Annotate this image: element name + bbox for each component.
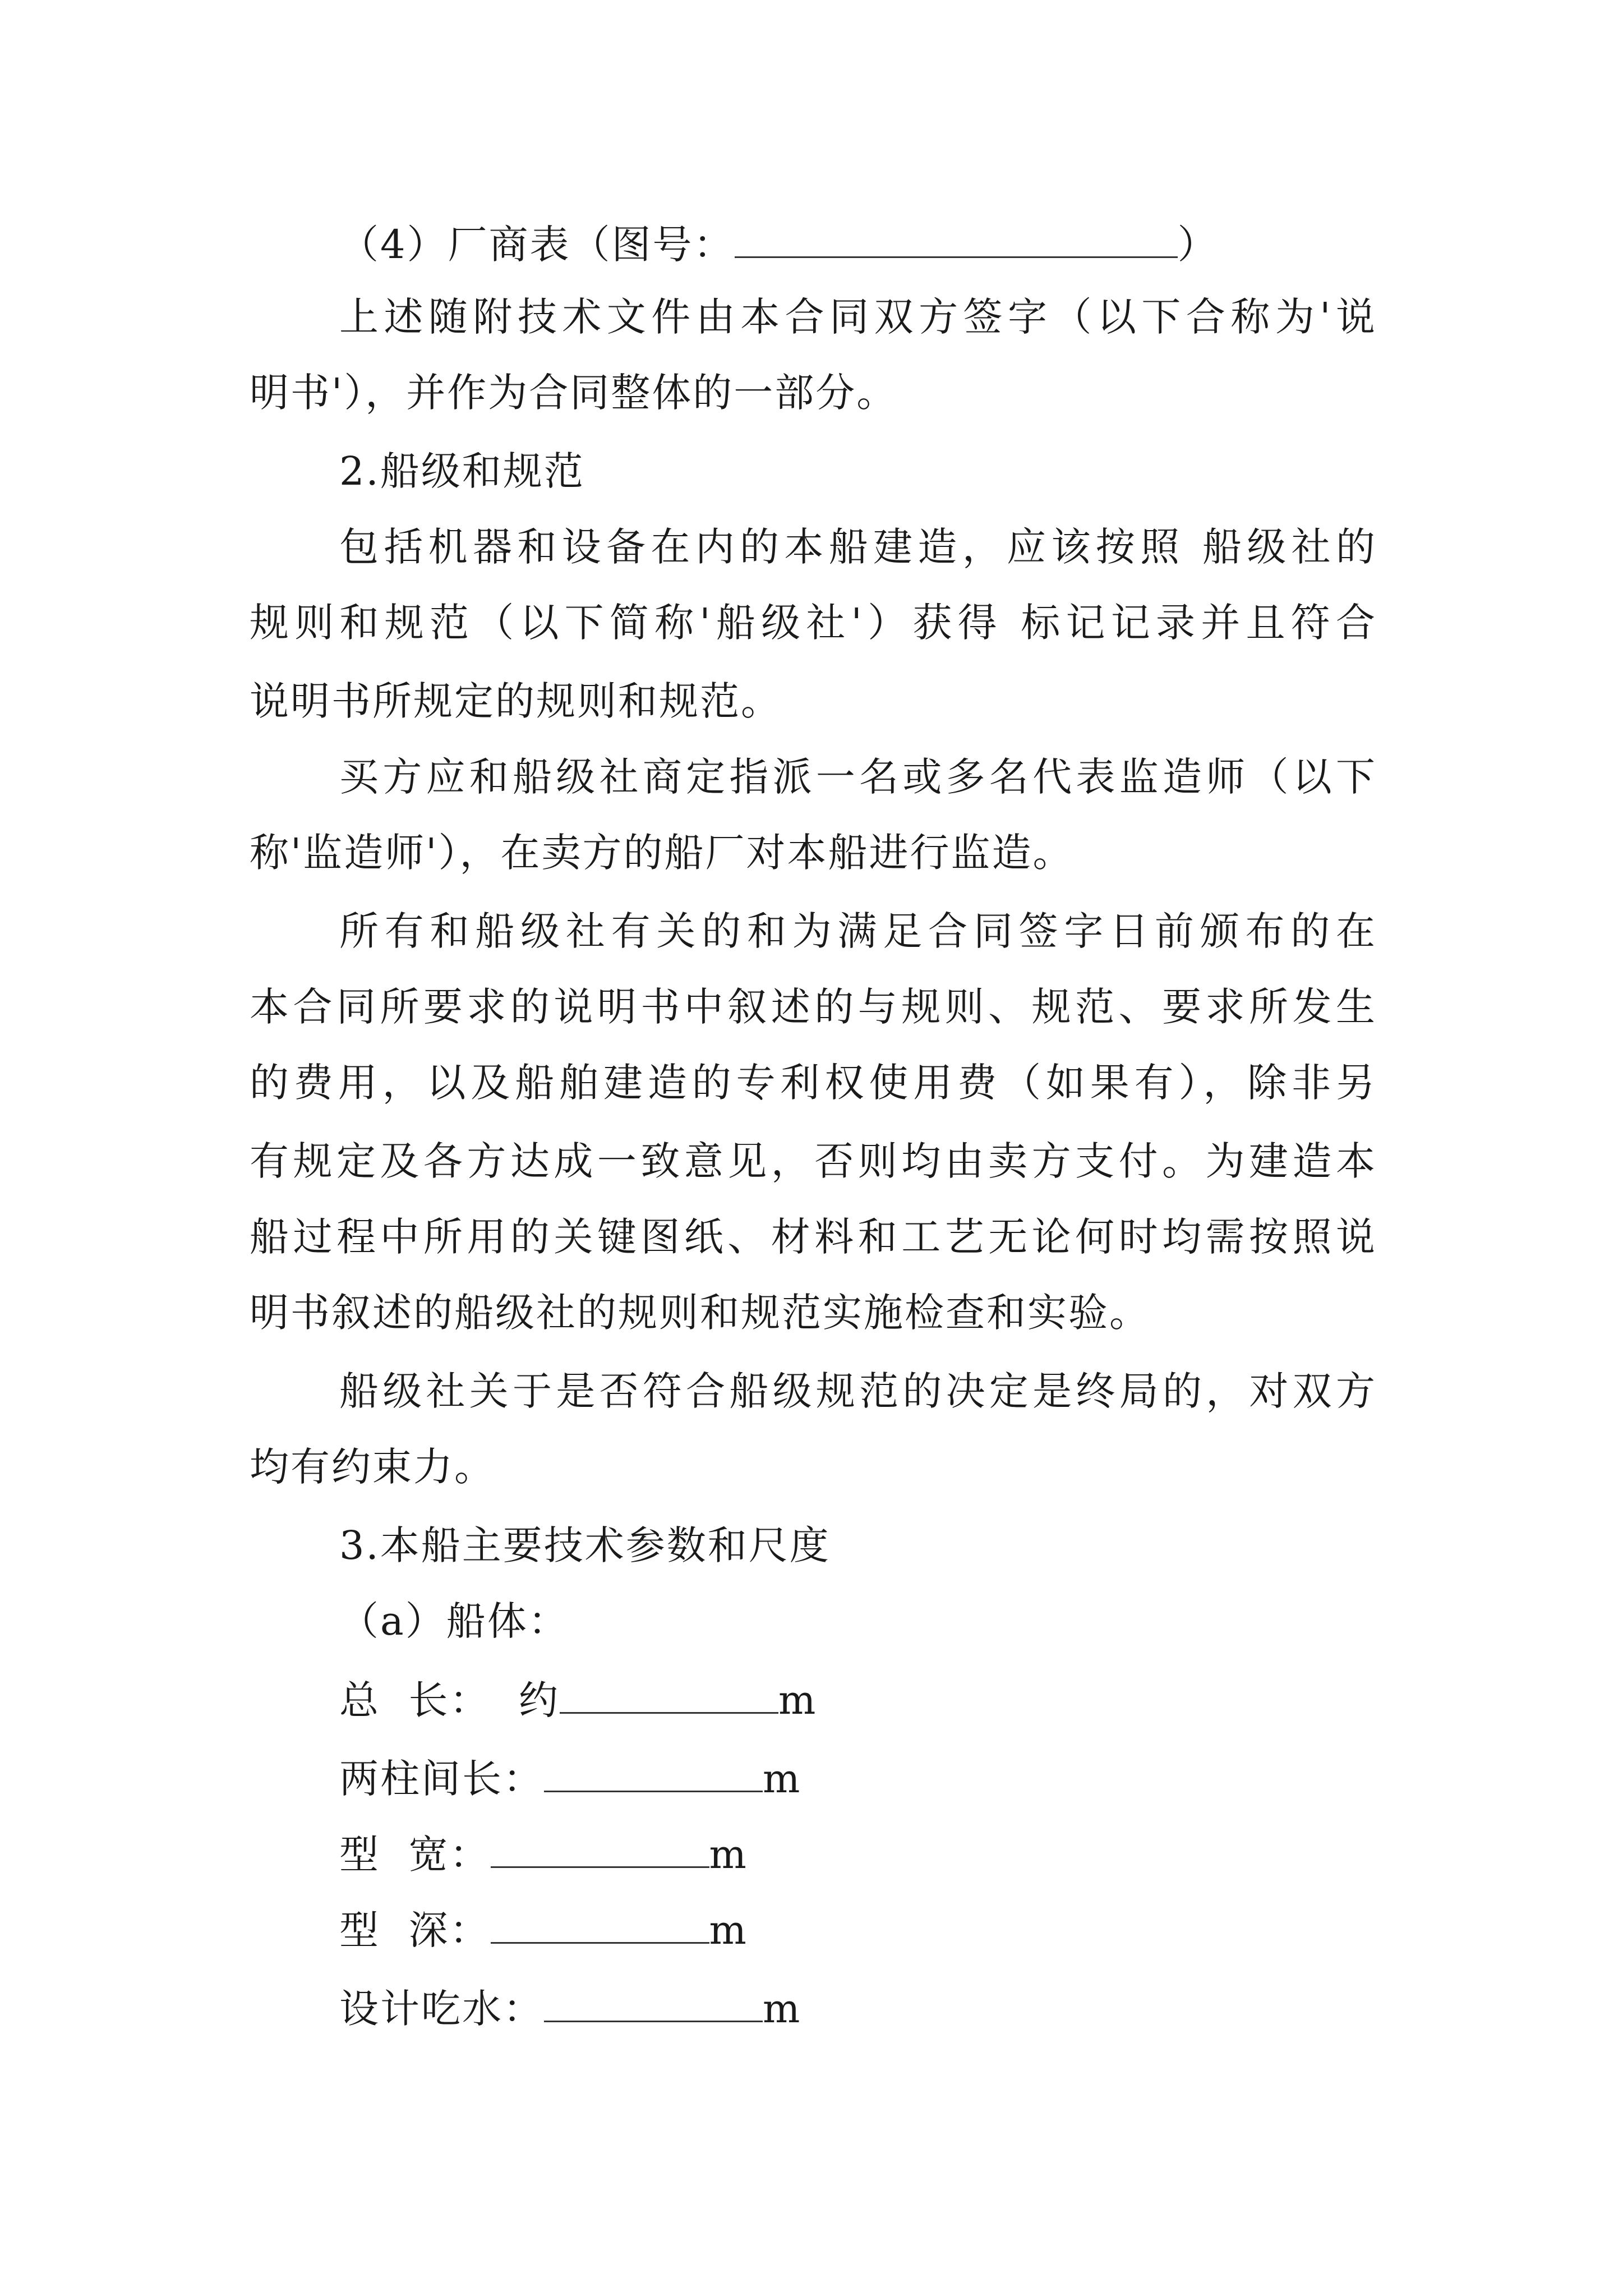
- para-fees-line-5: 船过程中所用的关键图纸、材料和工艺无论何时均需按照说: [250, 1214, 1377, 1260]
- para-fees-line-2: 本合同所要求的说明书中叙述的与规则、规范、要求所发生: [250, 984, 1377, 1030]
- spec-blank: [560, 1677, 778, 1714]
- spec-blank: [544, 1986, 763, 2022]
- spec-blank: [544, 1756, 763, 1792]
- para-fees-line-3: 的费用，以及船舶建造的专利权使用费（如果有），除非另: [250, 1060, 1377, 1106]
- para-decision-line-2: 均有约束力。: [250, 1444, 495, 1490]
- spec-label: 设计吃水：: [339, 1986, 544, 2032]
- drawing-number-blank: [735, 222, 1178, 258]
- spec-unit: m: [709, 1907, 748, 1953]
- hull-title: （a）船体：: [339, 1598, 569, 1644]
- spec-label: 总 长： 约: [339, 1677, 560, 1723]
- para-class-line-2: 规则和规范（以下简称'船级社'）获得 标记记录并且符合: [250, 600, 1377, 646]
- para-decision-line-1: 船级社关于是否符合船级规范的决定是终局的，对双方: [339, 1368, 1377, 1414]
- section-2-title: 2.船级和规范: [339, 448, 585, 494]
- section-3-title: 3.本船主要技术参数和尺度: [339, 1522, 831, 1568]
- spec-unit: m: [763, 1756, 802, 1802]
- para-class-line-3: 说明书所规定的规则和规范。: [250, 678, 782, 724]
- para-fees-line-1: 所有和船级社有关的和为满足合同签字日前颁布的在: [339, 908, 1377, 954]
- para-docs-line-1: 上述随附技术文件由本合同双方签字（以下合称为'说: [339, 294, 1377, 340]
- item-4-manufacturer-list: [339, 222, 1219, 268]
- para-surveyor-line-1: 买方应和船级社商定指派一名或多名代表监造师（以下: [339, 754, 1377, 800]
- spec-length-between-perpendiculars: [339, 1756, 802, 1802]
- spec-label: 型 深：: [339, 1907, 491, 1953]
- spec-moulded-breadth: [339, 1832, 748, 1878]
- spec-label: 两柱间长：: [339, 1756, 544, 1802]
- item-4-prefix: （4）厂商表（图号：: [339, 222, 735, 268]
- para-fees-line-6: 明书叙述的船级社的规则和规范实施检查和实验。: [250, 1290, 1150, 1336]
- spec-label: 型 宽：: [339, 1832, 491, 1878]
- spec-unit: m: [778, 1677, 818, 1723]
- spec-blank: [491, 1907, 709, 1944]
- item-4-suffix: ）: [1177, 222, 1219, 268]
- spec-blank: [491, 1832, 709, 1868]
- spec-unit: m: [763, 1986, 802, 2032]
- spec-moulded-depth: [339, 1907, 748, 1953]
- para-fees-line-4: 有规定及各方达成一致意见，否则均由卖方支付。为建造本: [250, 1138, 1377, 1184]
- para-surveyor-line-2: 称'监造师'），在卖方的船厂对本船进行监造。: [250, 830, 1074, 876]
- para-class-line-1: 包括机器和设备在内的本船建造，应该按照 船级社的: [339, 524, 1377, 570]
- spec-design-draft: [339, 1986, 802, 2032]
- para-docs-line-2: 明书'），并作为合同整体的一部分。: [250, 370, 898, 416]
- spec-unit: m: [709, 1832, 748, 1878]
- spec-overall-length: [339, 1677, 818, 1723]
